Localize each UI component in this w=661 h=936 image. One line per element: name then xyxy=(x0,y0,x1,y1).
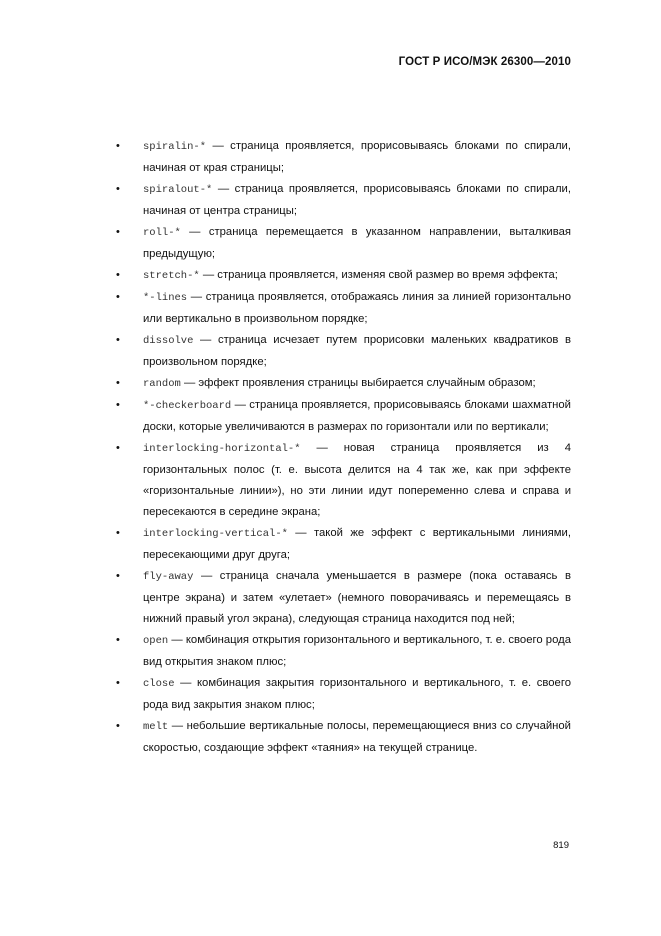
effect-term: interlocking-horizontal-* xyxy=(143,443,301,455)
effect-term: *-checkerboard xyxy=(143,400,232,412)
effect-term: interlocking-vertical-* xyxy=(143,528,288,540)
effect-description: — страница перемещается в указанном направлении, выталкивая предыдущую; xyxy=(143,226,571,260)
effect-term: melt xyxy=(143,721,169,733)
effect-description: — страница проявляется, отображаясь линия за линией горизонтально или вертикально в произвольном порядке; xyxy=(143,291,571,325)
list-item xyxy=(116,136,571,179)
list-item xyxy=(116,566,571,630)
list-item xyxy=(116,630,571,673)
effect-description: — страница проявляется, прорисовываясь блоками по спирали, начиная от края страницы; xyxy=(143,140,571,174)
list-item xyxy=(116,523,571,566)
effect-description: — комбинация закрытия горизонтального и вертикального, т. е. своего рода вид закрытия знаком плюс; xyxy=(143,677,571,711)
effect-term: dissolve xyxy=(143,335,194,347)
bullet-icon: • xyxy=(116,720,120,732)
list-item xyxy=(116,395,571,438)
transition-effects-list xyxy=(116,136,571,759)
effect-term: roll-* xyxy=(143,227,181,239)
effect-description: — страница проявляется, изменяя свой размер во время эффекта; xyxy=(199,269,558,281)
bullet-icon: • xyxy=(116,334,120,346)
bullet-icon: • xyxy=(116,442,120,454)
list-item xyxy=(116,716,571,759)
bullet-icon: • xyxy=(116,527,120,539)
bullet-icon: • xyxy=(116,399,120,411)
effect-term: *-lines xyxy=(143,292,188,304)
effect-description: — страница проявляется, прорисовываясь блоками по спирали, начиная от центра страницы; xyxy=(143,183,571,217)
bullet-icon: • xyxy=(116,226,120,238)
bullet-icon: • xyxy=(116,183,120,195)
effect-description: — такой же эффект с вертикальными линиями, пересекающими друг друга; xyxy=(143,527,571,561)
list-item xyxy=(116,265,571,287)
effect-term: spiralout-* xyxy=(143,184,213,196)
list-item xyxy=(116,179,571,222)
effect-description: — страница сначала уменьшается в размере (пока оставаясь в центре экрана) и затем «улетает» (немного поворачиваясь и перемещаясь в нижний правый угол экрана), следующая страница находится под ней; xyxy=(143,570,571,625)
list-item xyxy=(116,438,571,523)
bullet-icon: • xyxy=(116,570,120,582)
effect-term: spiralin-* xyxy=(143,141,207,153)
bullet-icon: • xyxy=(116,377,120,389)
effect-description: — комбинация открытия горизонтального и вертикального, т. е. своего рода вид открытия знаком плюс; xyxy=(143,634,571,668)
page-number: 819 xyxy=(553,840,569,851)
bullet-icon: • xyxy=(116,269,120,281)
effect-description: — эффект проявления страницы выбирается случайным образом; xyxy=(180,377,536,389)
bullet-icon: • xyxy=(116,140,120,152)
effect-term: close xyxy=(143,678,175,690)
bullet-icon: • xyxy=(116,677,120,689)
effect-description: — страница проявляется, прорисовываясь блоками шахматной доски, которые увеличиваются в размерах по горизонтали или по вертикали; xyxy=(143,399,571,433)
effect-term: open xyxy=(143,635,169,647)
effect-term: stretch-* xyxy=(143,270,200,282)
list-item xyxy=(116,373,571,395)
page-header: ГОСТ Р ИСО/МЭК 26300—2010 xyxy=(398,56,571,68)
bullet-icon: • xyxy=(116,291,120,303)
effect-description: — страница исчезает путем прорисовки маленьких квадратиков в произвольном порядке; xyxy=(143,334,571,368)
effect-description: — новая страница проявляется из 4 горизонтальных полос (т. е. высота делится на 4 так же, как при эффекте «горизонтальные линии»), но эти линии идут попеременно слева и справа и пересекаются в середине экрана; xyxy=(143,442,571,518)
list-item xyxy=(116,673,571,716)
effect-term: fly-away xyxy=(143,571,194,583)
list-item xyxy=(116,287,571,330)
list-item xyxy=(116,330,571,373)
effect-term: random xyxy=(143,378,181,390)
effect-description: — небольшие вертикальные полосы, перемещающиеся вниз со случайной скоростью, создающие эффект «таяния» на текущей странице. xyxy=(143,720,571,754)
bullet-icon: • xyxy=(116,634,120,646)
list-item xyxy=(116,222,571,265)
